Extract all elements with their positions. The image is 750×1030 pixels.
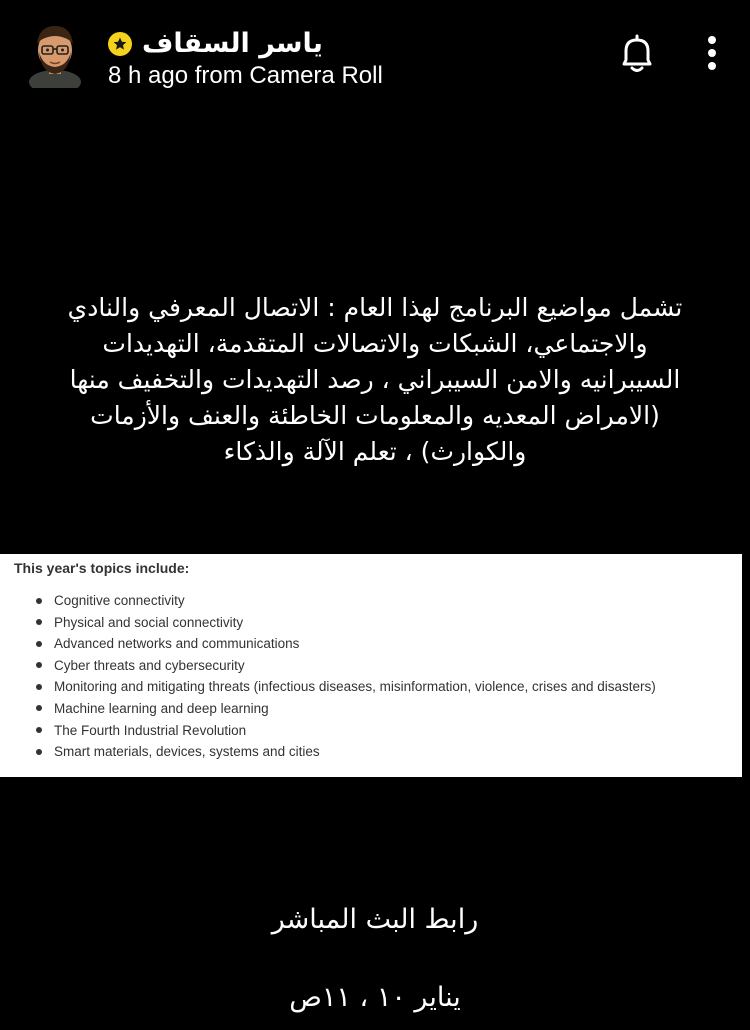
image-edge <box>742 554 750 777</box>
star-badge-icon <box>108 32 132 56</box>
bullet-icon <box>36 705 42 711</box>
caption-line: تشمل مواضيع البرنامج لهذا العام : الاتصال المعرفي والنادي <box>67 293 683 322</box>
bullet-icon <box>36 727 42 733</box>
list-item <box>0 698 656 720</box>
caption-line: السيبرانيه والامن السيبراني ، رصد التهديدات والتخفيف منها <box>69 365 681 394</box>
bullet-icon <box>36 598 42 604</box>
list-item <box>0 741 656 763</box>
list-item <box>0 633 656 655</box>
list-item <box>0 720 656 742</box>
topics-image <box>0 554 742 777</box>
topic-label: Cognitive connectivity <box>54 593 185 608</box>
story-header <box>0 0 750 110</box>
bell-icon[interactable] <box>617 33 657 75</box>
list-item <box>0 676 656 698</box>
bullet-icon <box>36 641 42 647</box>
topic-label: Smart materials, devices, systems and cities <box>54 744 320 760</box>
topic-label: Cyber threats and cybersecurity <box>54 657 245 673</box>
topic-label: Machine learning and deep learning <box>54 700 269 716</box>
bullet-icon <box>36 662 42 668</box>
list-item <box>0 590 656 612</box>
topic-label: Physical and social connectivity <box>54 614 244 630</box>
topics-heading: This year's topics include: <box>14 560 190 576</box>
topic-label: The Fourth Industrial Revolution <box>54 722 247 738</box>
user-name: ياسر السقاف <box>142 28 323 59</box>
topic-label: Monitoring and mitigating threats (infectious diseases, misinformation, violence, crises and disasters) <box>54 679 656 695</box>
arabic-caption <box>28 290 722 470</box>
bullet-icon <box>36 684 42 690</box>
topic-label: Advanced networks and communications <box>54 636 300 652</box>
user-name-row[interactable] <box>108 27 323 61</box>
live-stream-label: رابط البث المباشر <box>271 904 479 935</box>
bullet-icon <box>36 749 42 755</box>
event-date: يناير ١٠ ، ١١ص <box>289 982 461 1013</box>
avatar[interactable] <box>27 22 83 88</box>
more-vertical-icon[interactable] <box>700 34 724 74</box>
list-item <box>0 612 656 634</box>
topics-list <box>0 590 656 763</box>
bullet-icon <box>36 619 42 625</box>
caption-line: والاجتماعي، الشبكات والاتصالات المتقدمة، التهديدات <box>102 329 648 358</box>
caption-line: (الامراض المعديه والمعلومات الخاطئة والعنف والأزمات <box>90 401 660 430</box>
caption-line: والكوارث) ، تعلم الآلة والذكاء <box>223 437 527 466</box>
post-meta: 8 h ago from Camera Roll <box>108 62 383 89</box>
list-item <box>0 655 656 677</box>
